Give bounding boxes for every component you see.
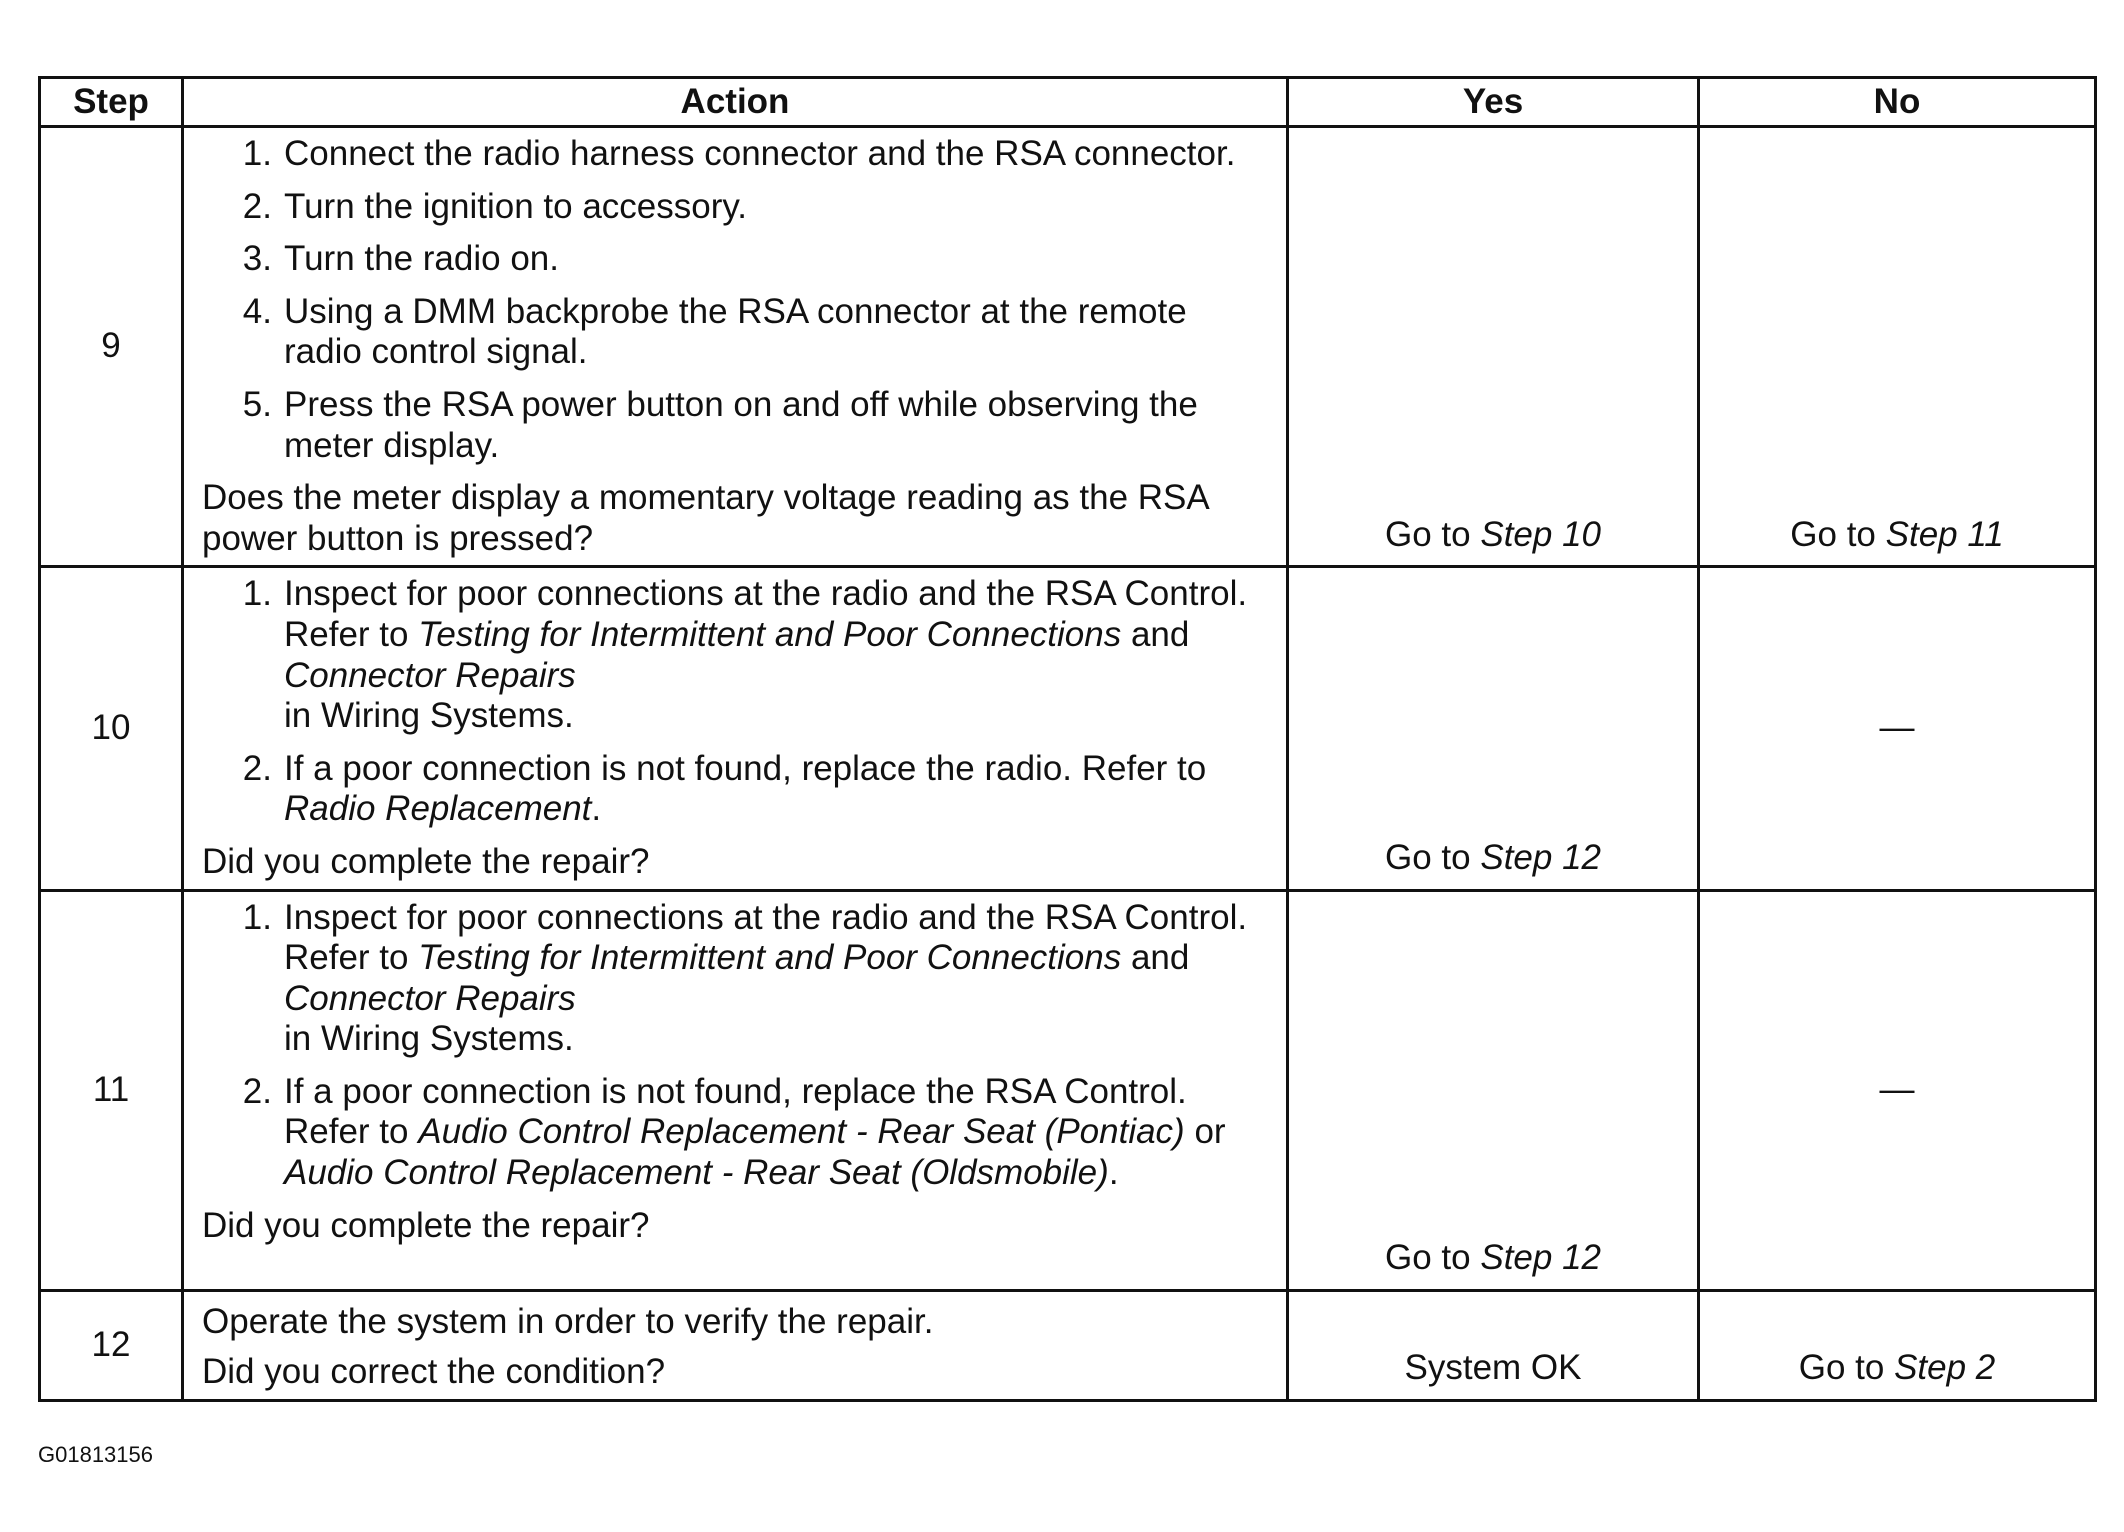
yes-prefix: Go to [1385, 514, 1471, 554]
yes-cell [1288, 567, 1699, 890]
table-row [40, 567, 2096, 890]
yes-cell [1288, 890, 1699, 1290]
action-cell [183, 1290, 1288, 1400]
list-item: 1. Inspect for poor connections at the radio and the RSA Control. Refer to Testing for Intermittent and Poor Connections and Connector Repairs in Wiring Systems. [242, 574, 1248, 736]
yes-prefix: Go to [1385, 837, 1471, 877]
reference-link: Connector Repairs [284, 978, 576, 1018]
no-dash: — [1879, 708, 1915, 748]
header-row [40, 78, 2096, 127]
no-cell [1699, 890, 2096, 1290]
step-number: 11 [40, 890, 183, 1290]
action-cell [183, 890, 1288, 1290]
yes-cell [1288, 1290, 1699, 1400]
yes-step-link: Step 12 [1480, 1237, 1601, 1277]
list-item: 1. Connect the radio harness connector and the RSA connector. [242, 134, 1236, 173]
step-number: 10 [40, 567, 183, 890]
no-cell [1699, 567, 2096, 890]
table-row [40, 1290, 2096, 1400]
reference-link: Audio Control Replacement - Rear Seat (Pontiac) [418, 1112, 1185, 1152]
action-cell [183, 127, 1288, 567]
list-item: 2. If a poor connection is not found, replace the radio. Refer to Radio Replacement. [242, 748, 1207, 829]
no-step-link: Step 11 [1885, 514, 2004, 554]
figure-id: G01813156 [38, 1442, 153, 1467]
action-list [202, 574, 1266, 830]
no-cell [1699, 1290, 2096, 1400]
action-list [202, 134, 1266, 466]
question-text: Did you complete the repair? [202, 841, 650, 881]
action-list [202, 898, 1266, 1194]
table-row [40, 890, 2096, 1290]
step-number: 9 [40, 127, 183, 567]
yes-prefix: Go to [1385, 1237, 1471, 1277]
yes-step-link: Step 10 [1480, 514, 1601, 554]
reference-link: Radio Replacement [284, 789, 592, 829]
list-item: 4. Using a DMM backprobe the RSA connector at the remote radio control signal. [242, 291, 1187, 372]
header-no: No [1699, 78, 2096, 127]
list-item: 3. Turn the radio on. [242, 239, 559, 279]
list-item: 1. Inspect for poor connections at the radio and the RSA Control. Refer to Testing for Intermittent and Poor Connections and Connector Repairs in Wiring Systems. [242, 897, 1248, 1059]
question-text: Did you complete the repair? [202, 1205, 650, 1245]
table-row [40, 127, 2096, 567]
header-step: Step [40, 78, 183, 127]
reference-link: Testing for Intermittent and Poor Connections [418, 938, 1122, 978]
yes-step-link: Step 12 [1480, 837, 1601, 877]
question-text: Did you correct the condition? [202, 1352, 666, 1392]
reference-link: Testing for Intermittent and Poor Connections [418, 614, 1122, 654]
question-text: Does the meter display a momentary voltage reading as the RSA power button is pressed? [202, 478, 1208, 558]
no-cell [1699, 127, 2096, 567]
list-item: 5. Press the RSA power button on and off while observing the meter display. [242, 384, 1198, 465]
reference-link: Connector Repairs [284, 655, 576, 695]
action-cell [183, 567, 1288, 890]
no-dash: — [1879, 1069, 1915, 1109]
header-action: Action [183, 78, 1288, 127]
list-item: 2. Turn the ignition to accessory. [242, 186, 747, 226]
header-yes: Yes [1288, 78, 1699, 127]
reference-link: Audio Control Replacement - Rear Seat (Oldsmobile) [284, 1153, 1109, 1193]
list-item: 2. If a poor connection is not found, replace the RSA Control. Refer to Audio Control Replacement - Rear Seat (Pontiac) or Audio Control Replacement - Rear Seat (Oldsmobile). [242, 1071, 1226, 1193]
no-prefix: Go to [1790, 514, 1876, 554]
action-text: Operate the system in order to verify the repair. [202, 1301, 934, 1341]
step-number: 12 [40, 1290, 183, 1400]
yes-result: System OK [1404, 1348, 1582, 1388]
diagnostic-table [38, 76, 2097, 1402]
no-step-link: Step 2 [1894, 1348, 1996, 1388]
yes-cell [1288, 127, 1699, 567]
no-prefix: Go to [1798, 1348, 1885, 1388]
